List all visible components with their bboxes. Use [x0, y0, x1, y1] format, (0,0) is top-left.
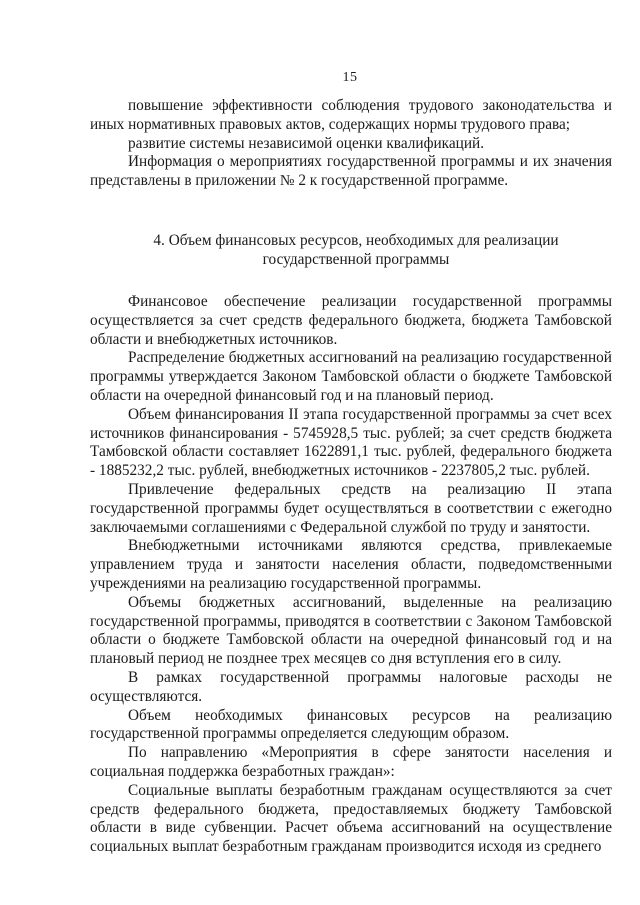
paragraph: В рамках государственной программы налоговые расходы не осуществляются. [90, 668, 612, 705]
paragraph: Объем финансирования II этапа государственной программы за счет всех источников финансирования - 5745928,5 тыс. рублей; за счет средств бюджета Тамбовской области составляет 1622891,1 тыс. рублей, федерального бюджета - 1885232,2 тыс. рублей, внебюджетных источников - 2237805,2 тыс. рублей. [90, 405, 612, 480]
paragraph: Привлечение федеральных средств на реализацию II этапа государственной программы будет осуществляться в соответствии с ежегодно заключаемыми соглашениями с Федеральной службой по труду и занятости. [90, 480, 612, 536]
paragraph: Финансовое обеспечение реализации государственной программы осуществляется за счет средств федерального бюджета, бюджета Тамбовской области и внебюджетных источников. [90, 292, 612, 348]
paragraph: Информация о мероприятиях государственной программы и их значения представлены в приложении № 2 к государственной программе. [90, 153, 612, 190]
paragraph: Внебюджетными источниками являются средства, привлекаемые управлением труда и занятости населения области, подведомственными учреждениями на реализацию государственной программы. [90, 537, 612, 592]
paragraph: Распределение бюджетных ассигнований на реализацию государственной программы утверждается Законом Тамбовской области о бюджете Тамбовской области на очередной финансовый год и на плановый период. [90, 349, 612, 404]
section-heading: 4. Объем финансовых ресурсов, необходимых для реализации государственной программы [153, 231, 559, 268]
paragraph: Социальные выплаты безработным гражданам осуществляются за счет средств федерального бюджета, предоставляемых бюджету Тамбовской области в виде субвенции. Расчет объема ассигнований на осуществление социальных выплат безработным гражданам производится исходя из среднего [90, 781, 612, 856]
paragraph: Объемы бюджетных ассигнований, выделенные на реализацию государственной программы, приводятся в соответствии с Законом Тамбовской области о бюджете Тамбовской области на очередной финансовый год и на плановый период не позднее трех месяцев со дня вступления его в силу. [90, 593, 612, 668]
paragraph: развитие системы независимой оценки квалификаций. [128, 134, 485, 152]
paragraph: По направлению «Мероприятия в сфере занятости населения и социальная поддержка безработных граждан»: [90, 744, 612, 780]
paragraph: повышение эффективности соблюдения трудового законодательства и иных нормативных правовых актов, содержащих нормы трудового права; [90, 97, 612, 133]
paragraph: Объем необходимых финансовых ресурсов на реализацию государственной программы определяется следующим образом. [90, 706, 612, 743]
page-number: 15 [342, 70, 358, 85]
page-content [90, 97, 612, 857]
